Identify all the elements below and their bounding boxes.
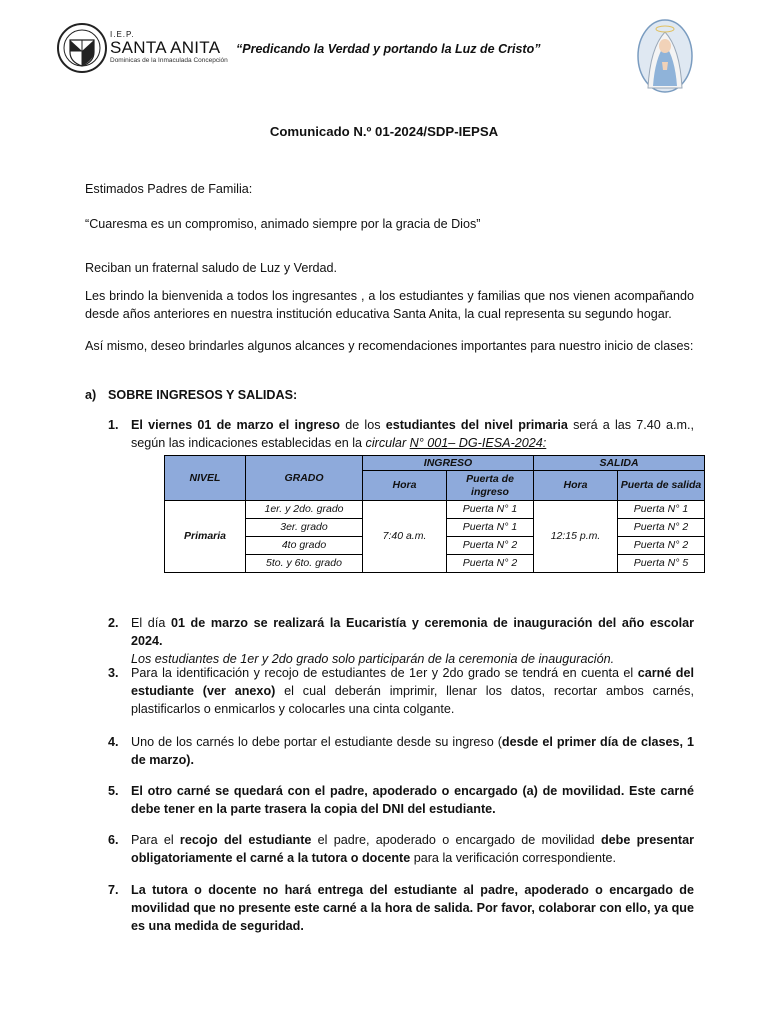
puerta-salida-cell: Puerta N° 2: [618, 519, 705, 537]
quote: “Cuaresma es un compromiso, animado siempre por la gracia de Dios”: [85, 217, 481, 231]
nivel-cell: Primaria: [165, 501, 246, 573]
item-2-bold-1: 01 de marzo se realizará la Eucaristía y ceremonia de inauguración del año escolar 2024.: [131, 616, 694, 648]
page-title: Comunicado N.º 01-2024/SDP-IEPSA: [269, 124, 499, 139]
item-4: [131, 733, 694, 769]
circular-reference: N° 001– DG-IESA-2024:: [409, 436, 547, 450]
puerta-salida-cell: Puerta N° 5: [618, 555, 705, 573]
item-6-text-3: para la verificación correspondiente.: [410, 851, 617, 865]
hora-ingreso-cell: 7:40 a.m.: [363, 501, 447, 573]
schedule-table: [164, 455, 705, 573]
item-5-number: 5.: [108, 784, 119, 798]
paragraph-1: Reciban un fraternal saludo de Luz y Verdad.: [85, 261, 338, 275]
grado-cell: 3er. grado: [246, 519, 363, 537]
puerta-ingreso-cell: Puerta N° 1: [447, 501, 534, 519]
item-4-number: 4.: [108, 735, 119, 749]
grado-cell: 1er. y 2do. grado: [246, 501, 363, 519]
item-7: [131, 881, 694, 935]
item-2-text-1: El día: [131, 616, 171, 630]
item-1-text-2: será a las 7.40 a.m., según las indicaciones establecidas en la: [131, 418, 695, 450]
item-6-number: 6.: [108, 833, 119, 847]
item-3-text-2: el cual deberán imprimir, llenar los datos, recortar ambos carnés, plastificarlos o enmicarlos y colocarles una cinta colgante.: [131, 684, 694, 716]
school-subtitle: Dominicas de la Inmaculada Concepción: [110, 57, 228, 64]
header-ingreso: INGRESO: [363, 456, 534, 471]
item-6-text-2: el padre, apoderado o encargado de movilidad: [311, 833, 601, 847]
item-5: [131, 782, 694, 818]
item-6: [131, 831, 694, 867]
section-a-marker: a): [85, 388, 97, 402]
item-2-italic: Los estudiantes de 1er y 2do grado solo participarán de la ceremonia de inauguración.: [131, 652, 615, 666]
item-7-bold-1: La tutora o docente no hará entrega del estudiante al padre, apoderado o encargado de movilidad que no presente este carné a la hora de salida. Por favor, colaborar con ello, ya que es una medida de seguridad.: [131, 883, 694, 933]
item-4-text-1: Uno de los carnés lo debe portar el estudiante desde su ingreso (: [131, 735, 502, 749]
item-5-bold-1: El otro carné se quedará con el padre, apoderado o encargado (a) de movilidad. Este carné debe tener en la parte trasera la copia del DNI del estudiante.: [131, 784, 694, 816]
header-salida: SALIDA: [534, 456, 705, 471]
item-1-bold-2: estudiantes del nivel primaria: [385, 418, 568, 432]
item-1-text-1: de los: [340, 418, 386, 432]
puerta-ingreso-cell: Puerta N° 1: [447, 519, 534, 537]
section-a-title: SOBRE INGRESOS Y SALIDAS:: [108, 388, 298, 402]
item-6-text-1: Para el: [131, 833, 180, 847]
item-1-bold-1: El viernes 01 de marzo el ingreso: [131, 418, 340, 432]
greeting: Estimados Padres de Familia:: [85, 182, 253, 196]
school-name: SANTA ANITA: [110, 38, 221, 57]
header-nivel: NIVEL: [165, 456, 246, 501]
table-row: [165, 501, 705, 519]
school-prefix: I.E.P.: [110, 30, 135, 39]
header-puerta-ingreso: Puerta de ingreso: [447, 471, 534, 501]
virgin-image-icon: [636, 18, 694, 94]
paragraph-3: Así mismo, deseo brindarles algunos alcances y recomendaciones importantes para nuestro inicio de clases:: [85, 339, 694, 353]
item-3-text-1: Para la identificación y recojo de estudiantes de 1er y 2do grado se tendrá en cuenta el: [131, 666, 638, 680]
item-1: [131, 416, 694, 452]
item-2: [131, 614, 694, 668]
school-name-block: [110, 30, 228, 65]
school-motto: “Predicando la Verdad y portando la Luz de Cristo”: [236, 42, 541, 56]
header-grado: GRADO: [246, 456, 363, 501]
header-hora-ingreso: Hora: [363, 471, 447, 501]
item-6-bold-2: debe presentar obligatoriamente el carné a la tutora o docente: [131, 833, 695, 865]
paragraph-2: Les brindo la bienvenida a todos los ingresantes , a los estudiantes y familias que nos vienen acompañando desde años anteriores en nuestra institución educativa Santa Anita, la cual representa su segundo hogar.: [85, 289, 694, 321]
item-3-number: 3.: [108, 666, 119, 680]
hora-salida-cell: 12:15 p.m.: [534, 501, 618, 573]
header-hora-salida: Hora: [534, 471, 618, 501]
school-crest-icon: [56, 22, 108, 74]
puerta-salida-cell: Puerta N° 2: [618, 537, 705, 555]
puerta-ingreso-cell: Puerta N° 2: [447, 555, 534, 573]
puerta-ingreso-cell: Puerta N° 2: [447, 537, 534, 555]
item-6-bold-1: recojo del estudiante: [179, 833, 312, 847]
item-1-italic: circular: [365, 436, 407, 450]
item-1-number: 1.: [108, 418, 119, 432]
item-3-bold-1: carné del estudiante (ver anexo): [131, 666, 694, 698]
header-puerta-salida: Puerta de salida: [618, 471, 705, 501]
item-2-number: 2.: [108, 616, 119, 630]
item-3: [131, 664, 694, 718]
grado-cell: 4to grado: [246, 537, 363, 555]
puerta-salida-cell: Puerta N° 1: [618, 501, 705, 519]
grado-cell: 5to. y 6to. grado: [246, 555, 363, 573]
item-7-number: 7.: [108, 883, 119, 897]
item-4-bold-1: desde el primer día de clases, 1 de marzo).: [131, 735, 694, 767]
letterhead: [0, 0, 768, 110]
